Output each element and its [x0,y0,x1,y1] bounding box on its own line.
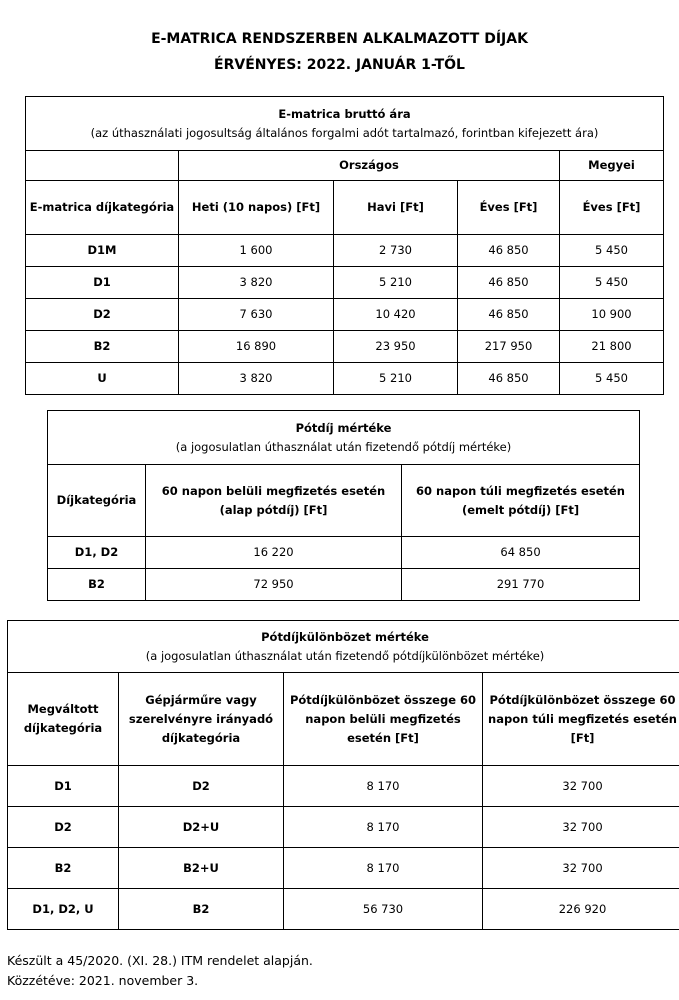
table2-header-within: 60 napon belüli megfizetés esetén (alap pótdíj) [Ft] [146,465,402,537]
vehicle-category-cell: D2+U [119,807,284,848]
table1-header-monthly: Havi [Ft] [334,181,458,235]
table1-caption: E-matrica bruttó ára [278,106,411,121]
purchased-category-cell: D1, D2, U [8,889,119,930]
table-row [8,889,679,930]
category-cell: B2 [48,569,146,601]
table-row [26,267,664,299]
table3-header-vehicle: Gépjárműre vagy szerelvényre irányadó díjkategória [119,673,284,766]
table-row [26,331,664,363]
table-row [26,299,664,331]
category-cell: U [26,363,179,395]
table-row [48,569,640,601]
table-row [48,537,640,569]
table1-header-weekly: Heti (10 napos) [Ft] [179,181,334,235]
table-row [8,807,679,848]
difference-within-cell: 8 170 [284,848,483,889]
difference-within-cell: 8 170 [284,807,483,848]
annual-price-cell: 217 950 [458,331,560,363]
document-title-line1: E-MATRICA RENDSZERBEN ALKALMAZOTT DÍJAK [151,31,528,47]
table-row [26,363,664,395]
purchased-category-cell: B2 [8,848,119,889]
county-price-cell: 10 900 [560,299,664,331]
table1-caption-cell [26,97,664,151]
table1-header-county-annual: Éves [Ft] [560,181,664,235]
difference-beyond-cell: 32 700 [483,766,679,807]
county-price-cell: 5 450 [560,267,664,299]
table3-caption-cell [8,621,679,673]
monthly-price-cell: 5 210 [334,363,458,395]
vehicle-category-cell: B2+U [119,848,284,889]
purchased-category-cell: D1 [8,766,119,807]
table2-caption: Pótdíj mértéke [295,420,392,435]
table2-header-beyond: 60 napon túli megfizetés esetén (emelt pótdíj) [Ft] [402,465,640,537]
difference-within-cell: 56 730 [284,889,483,930]
annual-price-cell: 46 850 [458,235,560,267]
monthly-price-cell: 2 730 [334,235,458,267]
monthly-price-cell: 10 420 [334,299,458,331]
table-row [26,235,664,267]
surcharge-table [47,410,640,601]
table3-header-purchased: Megváltott díjkategória [8,673,119,766]
table1-header-category: E-matrica díjkategória [26,181,179,235]
difference-beyond-cell: 226 920 [483,889,679,930]
surcharge-beyond-cell: 291 770 [402,569,640,601]
surcharge-within-cell: 72 950 [146,569,402,601]
weekly-price-cell: 3 820 [179,267,334,299]
surcharge-difference-table [7,620,679,930]
ematrica-price-table [25,96,664,395]
table1-empty-cell [26,151,179,181]
table1-subcaption: (az úthasználati jogosultság általános forgalmi adót tartalmazó, forintban kifejezett ára) [90,125,599,140]
table3-header-within: Pótdíjkülönbözet összege 60 napon belüli megfizetés esetén [Ft] [284,673,483,766]
county-price-cell: 5 450 [560,363,664,395]
surcharge-beyond-cell: 64 850 [402,537,640,569]
table2-caption-cell [48,411,640,465]
table1-group-national: Országos [179,151,560,181]
annual-price-cell: 46 850 [458,299,560,331]
weekly-price-cell: 3 820 [179,363,334,395]
table-row [8,848,679,889]
purchased-category-cell: D2 [8,807,119,848]
table2-header-category: Díjkategória [48,465,146,537]
annual-price-cell: 46 850 [458,267,560,299]
table3-header-beyond: Pótdíjkülönbözet összege 60 napon túli megfizetés esetén [Ft] [483,673,679,766]
table2-subcaption: (a jogosulatlan úthasználat után fizetendő pótdíj mértéke) [175,439,512,454]
category-cell: B2 [26,331,179,363]
table3-subcaption: (a jogosulatlan úthasználat után fizetendő pótdíjkülönbözet mértéke) [145,648,545,663]
footer-publication-date: Közzétéve: 2021. november 3. [7,973,199,988]
county-price-cell: 5 450 [560,235,664,267]
county-price-cell: 21 800 [560,331,664,363]
table3-caption: Pótdíjkülönbözet mértéke [261,629,429,644]
table-row [8,766,679,807]
category-cell: D1 [26,267,179,299]
monthly-price-cell: 23 950 [334,331,458,363]
vehicle-category-cell: D2 [119,766,284,807]
vehicle-category-cell: B2 [119,889,284,930]
category-cell: D2 [26,299,179,331]
weekly-price-cell: 7 630 [179,299,334,331]
difference-within-cell: 8 170 [284,766,483,807]
difference-beyond-cell: 32 700 [483,807,679,848]
document-title-line2: ÉRVÉNYES: 2022. JANUÁR 1-TŐL [214,57,465,73]
monthly-price-cell: 5 210 [334,267,458,299]
table1-group-county: Megyei [560,151,664,181]
category-cell: D1, D2 [48,537,146,569]
table1-header-annual: Éves [Ft] [458,181,560,235]
weekly-price-cell: 16 890 [179,331,334,363]
category-cell: D1M [26,235,179,267]
footer-legal-basis: Készült a 45/2020. (XI. 28.) ITM rendelet alapján. [7,953,313,968]
surcharge-within-cell: 16 220 [146,537,402,569]
annual-price-cell: 46 850 [458,363,560,395]
difference-beyond-cell: 32 700 [483,848,679,889]
weekly-price-cell: 1 600 [179,235,334,267]
